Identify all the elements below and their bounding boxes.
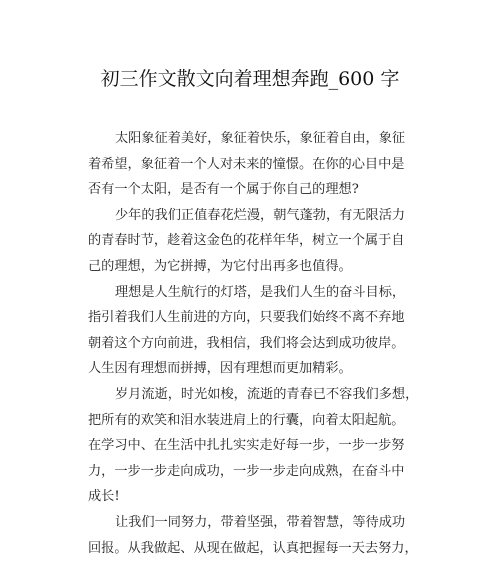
text-line: 否有一个太阳，是否有一个属于你自己的理想?	[88, 182, 359, 198]
text-line: 回报。从我做起、从现在做起，认真把握每一天去努力，	[88, 540, 418, 556]
text-line: 朝着这个方向前进，我相信，我们将会达到成功彼岸。	[88, 335, 405, 351]
text-line: 让我们一同努力，带着坚强，带着智慧，等待成功	[115, 514, 406, 530]
text-line: 在学习中、在生活中扎扎实实走好每一步，一步一步努	[88, 438, 405, 454]
text-line: 少年的我们正值春花烂漫，朝气蓬勃，有无限活力	[115, 207, 406, 223]
text-line: 着希望，象征着一个人对未来的憧憬。在你的心目中是	[88, 156, 405, 172]
text-line: 成长!	[88, 489, 120, 505]
text-line: 太阳象征着美好，象征着快乐，象征着自由，象征	[115, 131, 406, 146]
page-title: 初三作文散文向着理想奔跑_600 字	[100, 68, 400, 90]
text-line: 指引着我们人生前进的方向，只要我们始终不离不弃地	[88, 310, 405, 326]
text-line: 理想是人生航行的灯塔，是我们人生的奋斗目标，	[115, 284, 406, 300]
text-line: 岁月流逝，时光如梭，流逝的青春已不容我们多想，	[115, 386, 419, 402]
article-body	[88, 126, 423, 561]
text-line: 把所有的欢笑和泪水装进肩上的行囊，向着太阳起航。	[88, 412, 405, 428]
text-line: 的青春时节，趁着这金色的花样年华，树立一个属于自	[88, 233, 405, 249]
text-line: 力，一步一步走向成功，一步一步走向成熟，在奋斗中	[88, 463, 405, 479]
text-line: 己的理想，为它拼搏，为它付出再多也值得。	[88, 258, 352, 274]
text-line: 人生因有理想而拼搏，因有理想而更加精彩。	[88, 361, 352, 377]
